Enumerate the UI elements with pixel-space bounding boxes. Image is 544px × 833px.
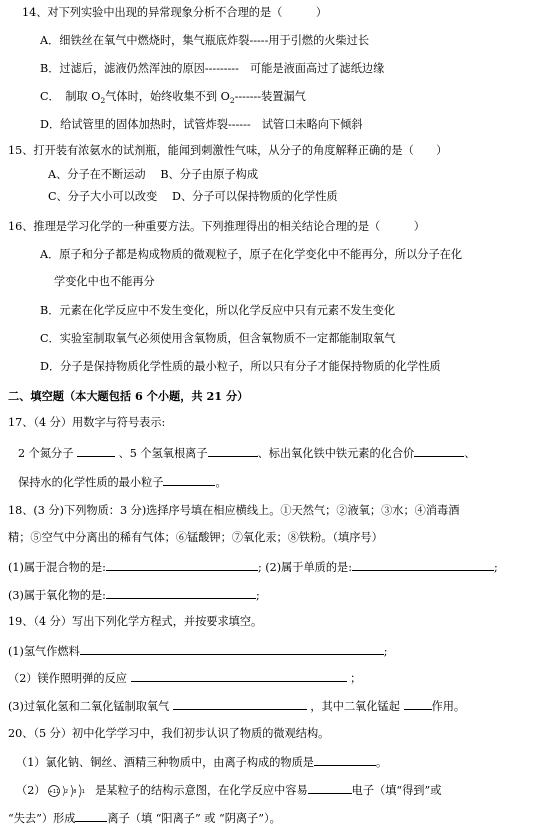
q14-option-d: D．给试管里的固体加热时，试管炸裂------ 试管口未略向下倾斜	[40, 118, 363, 131]
q19-blank-1[interactable]	[80, 643, 384, 655]
q18-part-3: (3)属于氧化物的是: ;	[8, 589, 260, 602]
q18-blank-1[interactable]	[106, 559, 258, 571]
q16-option-d: D．分子是保持物质化学性质的最小粒子，所以只有分子才能保持物质的化学性质	[40, 360, 441, 373]
q18-line1: 18、(3 分)下列物质：3 分)选择序号填在相应横线上。①天然气；②液氧；③水；④消毒酒	[8, 504, 460, 517]
shell-3-count: 1	[81, 789, 85, 795]
q19-blank-3[interactable]	[173, 698, 307, 710]
q18-blank-3[interactable]	[106, 587, 256, 599]
q14-stem: 14、对下列实验中出现的异常现象分析不合理的是（ ）	[22, 6, 328, 19]
q16-stem: 16、推理是学习化学的一种重要方法。下列推理得出的相关结论合理的是（ ）	[8, 220, 425, 233]
q19-stem: 19、（4 分）写出下列化学方程式，并按要求填空。	[8, 615, 263, 628]
shell-1-count: 2	[64, 789, 68, 795]
q16-option-a-line1: A．原子和分子都是构成物质的微观粒子，原子在化学变化中不能再分，所以分子在化	[40, 248, 463, 261]
q14-option-b: B．过滤后，滤液仍然浑浊的原因--------- 可能是液面高过了滤纸边缘	[40, 62, 385, 75]
q15-stem: 15、打开装有浓氨水的试剂瓶，能闻到刺激性气味，从分子的角度解释正确的是（ ）	[8, 144, 448, 157]
q14-option-a: A．细铁丝在氧气中燃烧时，集气瓶底炸裂-----用于引燃的火柴过长	[40, 34, 370, 47]
section-heading: 二、填空题（本大题包括 6 个小题，共 21 分）	[8, 389, 249, 403]
q17-line1: 2 个氮分子 、5 个氢氧根离子 、标出氧化铁中铁元素的化合价 、	[18, 447, 476, 460]
q17-blank-4[interactable]	[163, 474, 215, 486]
q14-option-c: C． 制取 $O_2$气体时，始终收集不到 $O_2-------$装置漏气	[40, 90, 306, 106]
q19-part-3: (3)过氧化氢和二氧化锰制取氧气 ，其中二氧化锰起 作用。	[8, 700, 466, 713]
q17-line2: 保持水的化学性质的最小粒子 。	[18, 476, 227, 489]
q20-blank-2[interactable]	[308, 782, 352, 794]
q19-part-1: (1)氢气作燃料 ;	[8, 645, 388, 658]
q20-stem: 20、（5 分）初中化学学习中，我们初步认识了物质的微观结构。	[8, 727, 330, 740]
q17-blank-2[interactable]	[208, 445, 258, 457]
q16-option-b: B．元素在化学反应中不发生变化，所以化学反应中只有元素不发生变化	[40, 304, 396, 317]
q15-options-cd: C、分子大小可以改变 D、分子可以保持物质的化学性质	[48, 190, 338, 203]
q20-line3: “失去”）形成 离子（填 “阳离子” 或 “阴离子”）。	[8, 812, 281, 825]
q16-option-a-line2: 学变化中也不能再分	[54, 275, 155, 288]
atom-structure-diagram	[46, 784, 92, 798]
q15-options-ab: A、分子在不断运动 B、分子由原子构成	[48, 168, 259, 181]
q20-blank-3[interactable]	[75, 810, 107, 822]
nucleus-label: +11	[48, 789, 59, 795]
shell-2-count: 8	[72, 789, 76, 795]
q16-option-c: C．实验室制取氧气必须使用含氧物质，但含氧物质不一定都能制取氧气	[40, 332, 396, 345]
q19-blank-4[interactable]	[404, 698, 432, 710]
q20-part-2: （2） +11 2 8 1 是某粒子的结构示意图，在化学反应中容易 电子（填“得到”或	[16, 784, 442, 797]
q19-blank-2[interactable]	[131, 670, 347, 682]
q19-part-2: （2）镁作照明弹的反应 ；	[8, 672, 362, 685]
q20-blank-1[interactable]	[314, 754, 376, 766]
q18-parts-1-2: (1)属于混合物的是: ; (2)属于单质的是: ;	[8, 561, 498, 574]
q17-blank-3[interactable]	[414, 445, 464, 457]
q18-line2: 精；⑤空气中分离出的稀有气体；⑥锰酸钾；⑦氧化汞；⑧铁粉。（填序号）	[8, 531, 383, 544]
q20-part-1: （1）氯化钠、铜丝、酒精三种物质中，由离子构成的物质是 。	[16, 756, 388, 769]
q17-blank-1[interactable]	[77, 445, 115, 457]
q17-stem: 17、（4 分）用数字与符号表示:	[8, 416, 166, 429]
q18-blank-2[interactable]	[352, 559, 494, 571]
